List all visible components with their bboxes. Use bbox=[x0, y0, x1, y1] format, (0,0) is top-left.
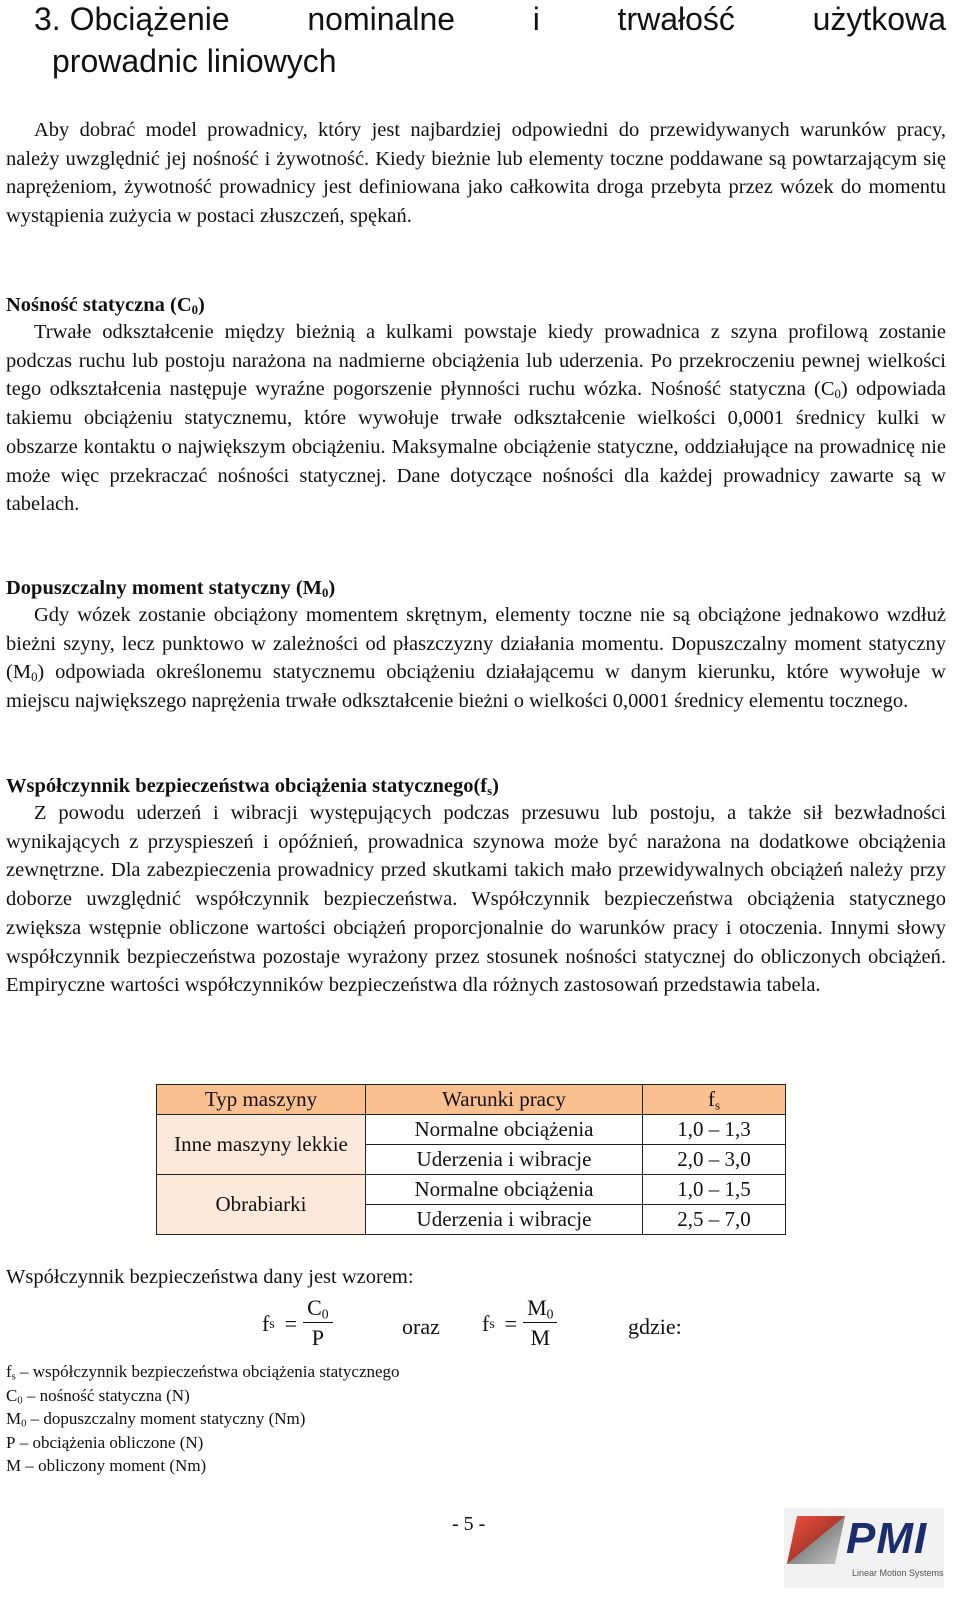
section-text-safety-factor: Z powodu uderzeń i wibracji występujących podczas przesuwu lub postoju, a także sił bezwładności wynikających z przyspieszeń i opóźnień, prowadnica szynowa może być narażona na dodatkowe obciążenia zewnętrzne. Dla zabezpieczenia prowadnicy przed skutkami takich mało przewidywalnych obciążeń należy przy doborze uwzględnić współczynnik bezpieczeństwa. Współczynnik bezpieczeństwa obciążenia statycznego zwiększa wstępnie obliczone wartości obciążeń proporcjonalnie do warunków pracy i otoczenia. Innymi słowy współczynnik bezpieczeństwa pozostaje wyrażony przez stosunek nośności statycznej do obliczonych obciążeń. Empiryczne wartości współczynników bezpieczeństwa dla różnych zastosowań przedstawia tabela. bbox=[6, 802, 946, 997]
title-word: użytkowa bbox=[812, 1, 946, 37]
formula-static-moment: f s = $\frac{M_0}{M}$ bbox=[482, 1294, 557, 1353]
section-heading-safety-factor: Współczynnik bezpieczeństwa obciążenia $statycznego(f_s)$ bbox=[6, 775, 499, 799]
formula-where: gdzie: bbox=[628, 1314, 682, 1339]
table-row bbox=[157, 1115, 786, 1145]
table-header-row bbox=[157, 1085, 786, 1115]
condition-cell: Uderzenia i wibracje bbox=[366, 1145, 643, 1175]
fs-cell: 1,0 – 1,5 bbox=[643, 1175, 786, 1205]
list-item: M – obliczony moment (Nm) bbox=[6, 1456, 207, 1475]
list-item: P – obciążenia obliczone (N) bbox=[6, 1432, 204, 1452]
formula-intro: Współczynnik bezpieczeństwa dany jest wzorem: bbox=[6, 1266, 414, 1288]
header-machine-type: Typ maszyny bbox=[157, 1085, 366, 1115]
logo-mark-icon bbox=[787, 1516, 845, 1564]
machine-cell: Obrabiarki bbox=[157, 1175, 366, 1235]
logo-wordmark: PMI bbox=[846, 1514, 928, 1563]
title-word: 3. Obciążenie bbox=[34, 1, 230, 37]
fs-cell: 2,5 – 7,0 bbox=[643, 1205, 786, 1235]
page-title bbox=[34, 0, 946, 82]
title-word: i bbox=[532, 1, 540, 37]
table-row bbox=[157, 1175, 786, 1205]
fraction: $\frac{C_0}{P}$ bbox=[303, 1294, 333, 1353]
formula-connector: oraz bbox=[402, 1314, 440, 1339]
title-word: trwałość bbox=[617, 1, 735, 37]
title-word: nominalne bbox=[307, 1, 456, 37]
safety-factor-table bbox=[156, 1084, 786, 1235]
condition-cell: Normalne obciążenia bbox=[366, 1175, 643, 1205]
list-item: $M_0$ – dopuszczalny moment statyczny (Nm) bbox=[6, 1409, 306, 1430]
list-item: $f_s$ – współczynnik bezpieczeństwa obciążenia statycznego bbox=[6, 1362, 400, 1383]
fs-cell: 1,0 – 1,3 bbox=[643, 1115, 786, 1145]
section-text-static-moment: Gdy wózek zostanie obciążony momentem skrętnym, elementy toczne nie są obciążone jednakowo wzdłuż bieżni szyny, lecz punktowo w zależności od płaszczyzny działania momentu. Dopuszczalny moment statyczny $(M_0)$ odpowiada określonemu statycznemu obciążeniu działającemu w danym kierunku, które wywołuje w miejscu największego naprężenia trwałe odkształcenie bieżni o wielkości 0,0001 średnicy elementu tocznego. bbox=[6, 604, 946, 713]
fs-cell: 2,0 – 3,0 bbox=[643, 1145, 786, 1175]
section-text-static-load: Trwałe odkształcenie między bieżnią a kulkami powstaje kiedy prowadnica z szyna profilową zostanie podczas ruchu lub postoju narażona na nadmierne obciążenia lub uderzenia. Po przekroczeniu pewnej wielkości tego odkształcenia następuje wyraźne pogorszenie płynności ruchu wózka. Nośność statyczna $(C_0)$ odpowiada takiemu obciążeniu statycznemu, które wywołuje trwałe odkształcenie wielkości 0,0001 średnicy kulki w obszarze kontaktu o największym obciążeniu. Maksymalne obciążenie statyczne, oddziałujące na prowadnicę nie może więc przekraczać nośności statycznej. Dane dotyczące nośności dla każdej prowadnicy zawarte są w tabelach. bbox=[6, 321, 947, 516]
logo-tagline: Linear Motion Systems bbox=[852, 1568, 944, 1578]
header-fs: $f_s$ bbox=[643, 1085, 786, 1115]
fraction: $\frac{M_0}{M}$ bbox=[523, 1294, 557, 1353]
pmi-logo bbox=[784, 1508, 944, 1588]
list-item: $C_0$ – nośność statyczna (N) bbox=[6, 1385, 190, 1407]
symbol-legend bbox=[6, 1360, 400, 1478]
intro-paragraph: Aby dobrać model prowadnicy, który jest najbardziej odpowiedni do przewidywanych warunków pracy, należy uwzględnić jej nośność i żywotność. Kiedy bieżnie lub elementy toczne poddawane są powtarzającym się naprężeniom, żywotność prowadnicy jest definiowana jako całkowita droga przebyta przez wózek do momentu wystąpienia zużycia w postaci złuszczeń, spękań. bbox=[6, 119, 946, 228]
header-conditions: Warunki pracy bbox=[366, 1085, 643, 1115]
condition-cell: Normalne obciążenia bbox=[366, 1115, 643, 1145]
machine-cell: Inne maszyny lekkie bbox=[157, 1115, 366, 1175]
condition-cell: Uderzenia i wibracje bbox=[366, 1205, 643, 1235]
formula-static-load: f s = $\frac{C_0}{P}$ bbox=[262, 1294, 333, 1353]
section-heading-static-load: Nośność statyczna $(C_0)$ bbox=[6, 294, 205, 318]
title-line-2: prowadnic liniowych bbox=[52, 43, 337, 79]
page-number: - 5 - bbox=[452, 1513, 486, 1535]
section-heading-static-moment: Dopuszczalny moment statyczny $(M_0)$ bbox=[6, 577, 336, 601]
